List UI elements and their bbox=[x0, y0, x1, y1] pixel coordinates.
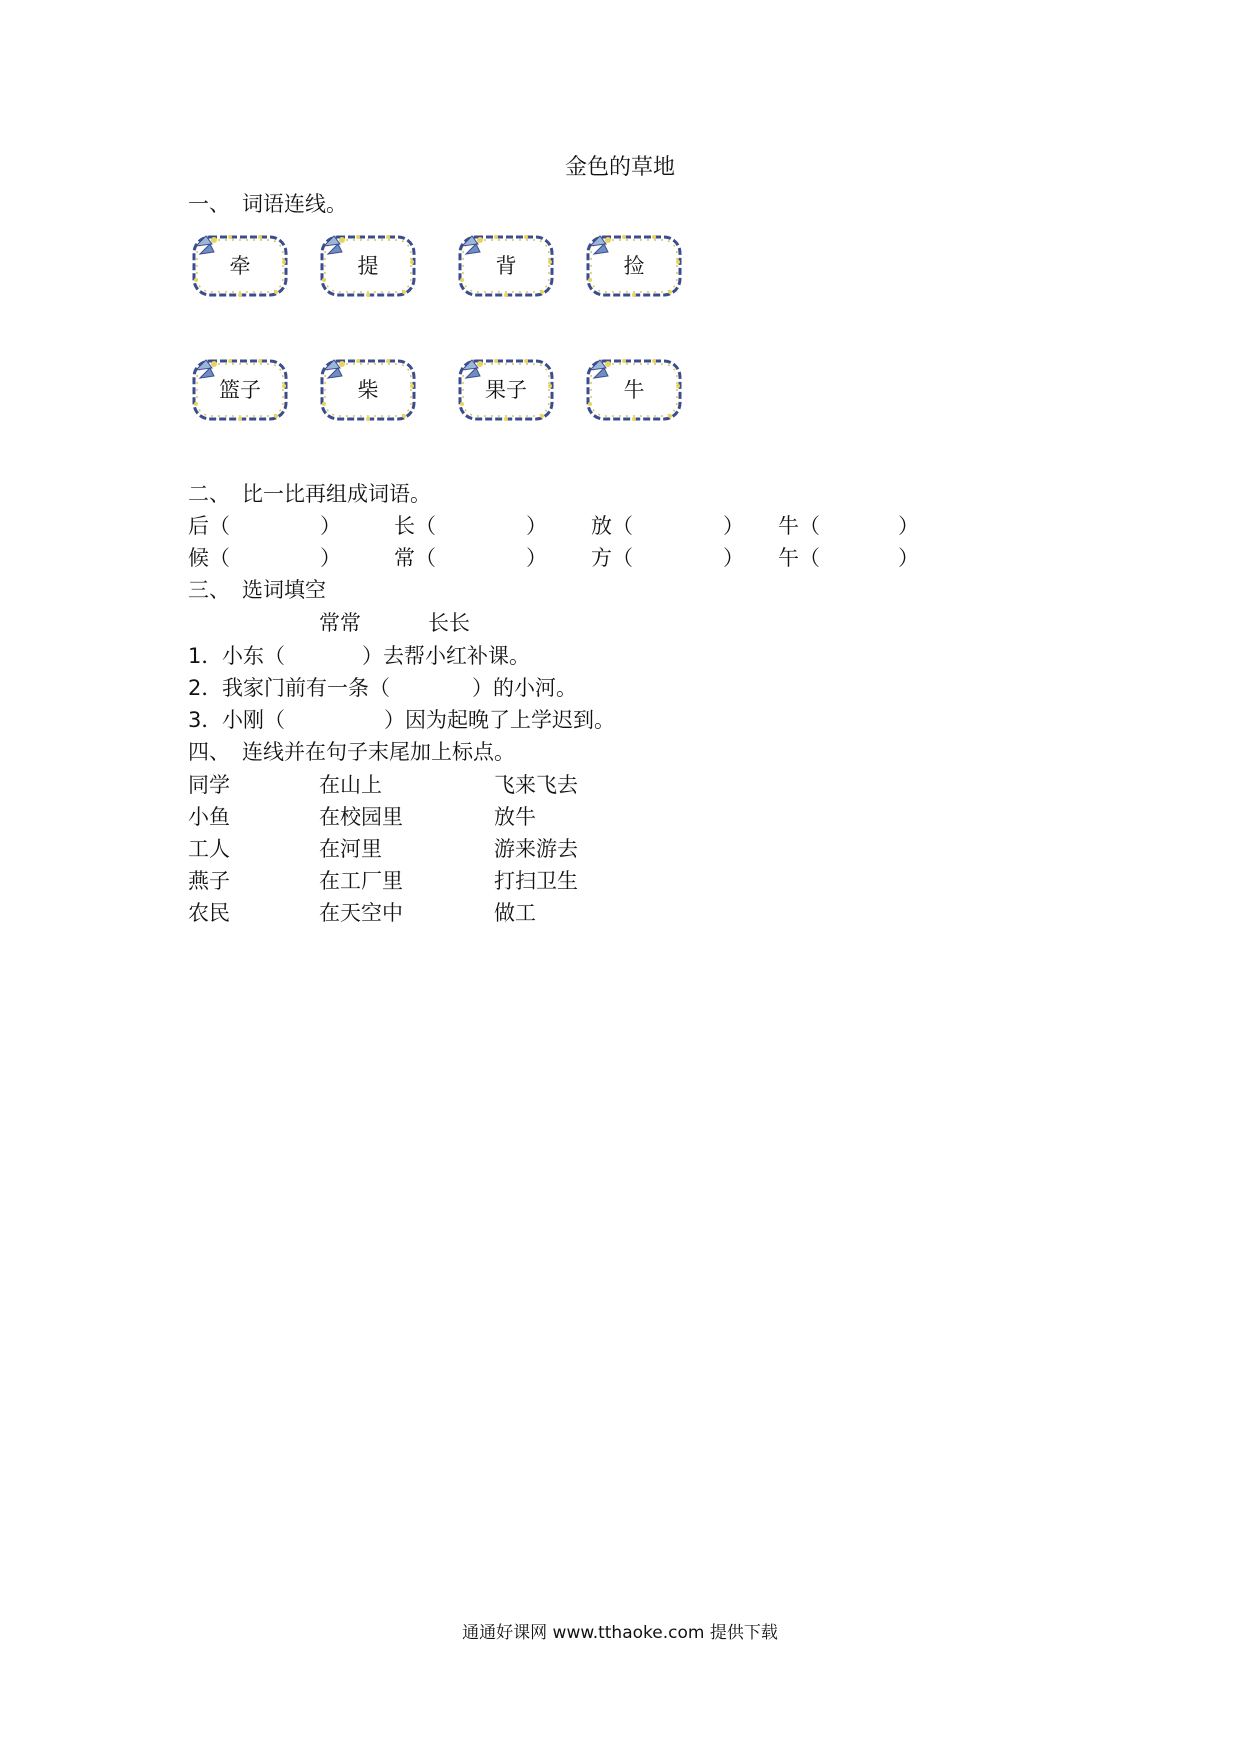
compare-char: 方（ bbox=[591, 546, 633, 570]
frame-word: 篮子 bbox=[219, 378, 261, 402]
section2-heading bbox=[188, 478, 431, 508]
word-option: 常常 bbox=[319, 611, 361, 635]
action: 飞来飞去 bbox=[494, 773, 578, 797]
word-option: 长长 bbox=[428, 611, 470, 635]
page-title: 金色的草地 bbox=[564, 155, 675, 180]
close-paren: ） bbox=[526, 546, 547, 570]
item-number: 3． bbox=[188, 708, 223, 732]
close-paren: ） bbox=[526, 514, 547, 538]
section4-number: 四、 bbox=[188, 740, 230, 764]
close-paren: ） bbox=[723, 514, 744, 538]
action: 放牛 bbox=[494, 805, 536, 829]
section3-number: 三、 bbox=[188, 578, 230, 602]
frame-word: 捡 bbox=[623, 254, 645, 278]
item-number: 2． bbox=[188, 676, 223, 700]
place: 在天空中 bbox=[319, 901, 403, 925]
item-post: ）因为起晚了上学迟到。 bbox=[384, 708, 615, 732]
compare-char: 牛（ bbox=[778, 514, 820, 538]
action: 游来游去 bbox=[494, 837, 578, 861]
word-frame bbox=[584, 356, 684, 424]
subject: 同学 bbox=[188, 773, 230, 797]
word-frame bbox=[318, 232, 418, 300]
compare-char: 常（ bbox=[394, 546, 436, 570]
place: 在校园里 bbox=[319, 805, 403, 829]
compare-char: 后（ bbox=[188, 514, 230, 538]
word-frame bbox=[190, 232, 290, 300]
close-paren: ） bbox=[898, 514, 919, 538]
action: 做工 bbox=[494, 901, 536, 925]
word-frame bbox=[190, 356, 290, 424]
word-frame bbox=[456, 232, 556, 300]
close-paren: ） bbox=[723, 546, 744, 570]
word-frame bbox=[318, 356, 418, 424]
section1-number: 一、 bbox=[188, 192, 230, 216]
place: 在山上 bbox=[319, 773, 382, 797]
close-paren: ） bbox=[320, 514, 341, 538]
close-paren: ） bbox=[898, 546, 919, 570]
frame-word: 背 bbox=[495, 254, 517, 278]
section1-heading bbox=[188, 188, 347, 218]
subject: 小鱼 bbox=[188, 805, 230, 829]
footer-credit: 通通好课网 www.tthaoke.com 提供下载 bbox=[462, 1623, 778, 1643]
item-number: 1． bbox=[188, 644, 223, 668]
subject: 农民 bbox=[188, 901, 230, 925]
compare-char: 候（ bbox=[188, 546, 230, 570]
item-pre: 小东（ bbox=[222, 644, 285, 668]
section3-heading bbox=[188, 574, 326, 604]
section2-number: 二、 bbox=[188, 482, 230, 506]
place: 在河里 bbox=[319, 837, 382, 861]
frame-word: 提 bbox=[357, 254, 379, 278]
action: 打扫卫生 bbox=[494, 869, 578, 893]
word-frame bbox=[456, 356, 556, 424]
section2-label: 比一比再组成词语。 bbox=[242, 482, 431, 506]
section3-label: 选词填空 bbox=[242, 578, 326, 602]
item-post: ）的小河。 bbox=[472, 676, 577, 700]
word-frame bbox=[584, 232, 684, 300]
compare-char: 长（ bbox=[394, 514, 436, 538]
item-pre: 小刚（ bbox=[222, 708, 285, 732]
section4-heading bbox=[188, 736, 515, 766]
subject: 燕子 bbox=[188, 869, 230, 893]
item-pre: 我家门前有一条（ bbox=[222, 676, 390, 700]
compare-char: 午（ bbox=[778, 546, 820, 570]
close-paren: ） bbox=[320, 546, 341, 570]
place: 在工厂里 bbox=[319, 869, 403, 893]
frame-word: 牛 bbox=[623, 378, 645, 402]
frame-word: 牵 bbox=[229, 254, 251, 278]
section1-label: 词语连线。 bbox=[242, 192, 347, 216]
frame-word: 果子 bbox=[485, 378, 527, 402]
subject: 工人 bbox=[188, 837, 230, 861]
item-post: ）去帮小红补课。 bbox=[362, 644, 530, 668]
section4-label: 连线并在句子末尾加上标点。 bbox=[242, 740, 515, 764]
frame-word: 柴 bbox=[357, 378, 379, 402]
compare-char: 放（ bbox=[591, 514, 633, 538]
